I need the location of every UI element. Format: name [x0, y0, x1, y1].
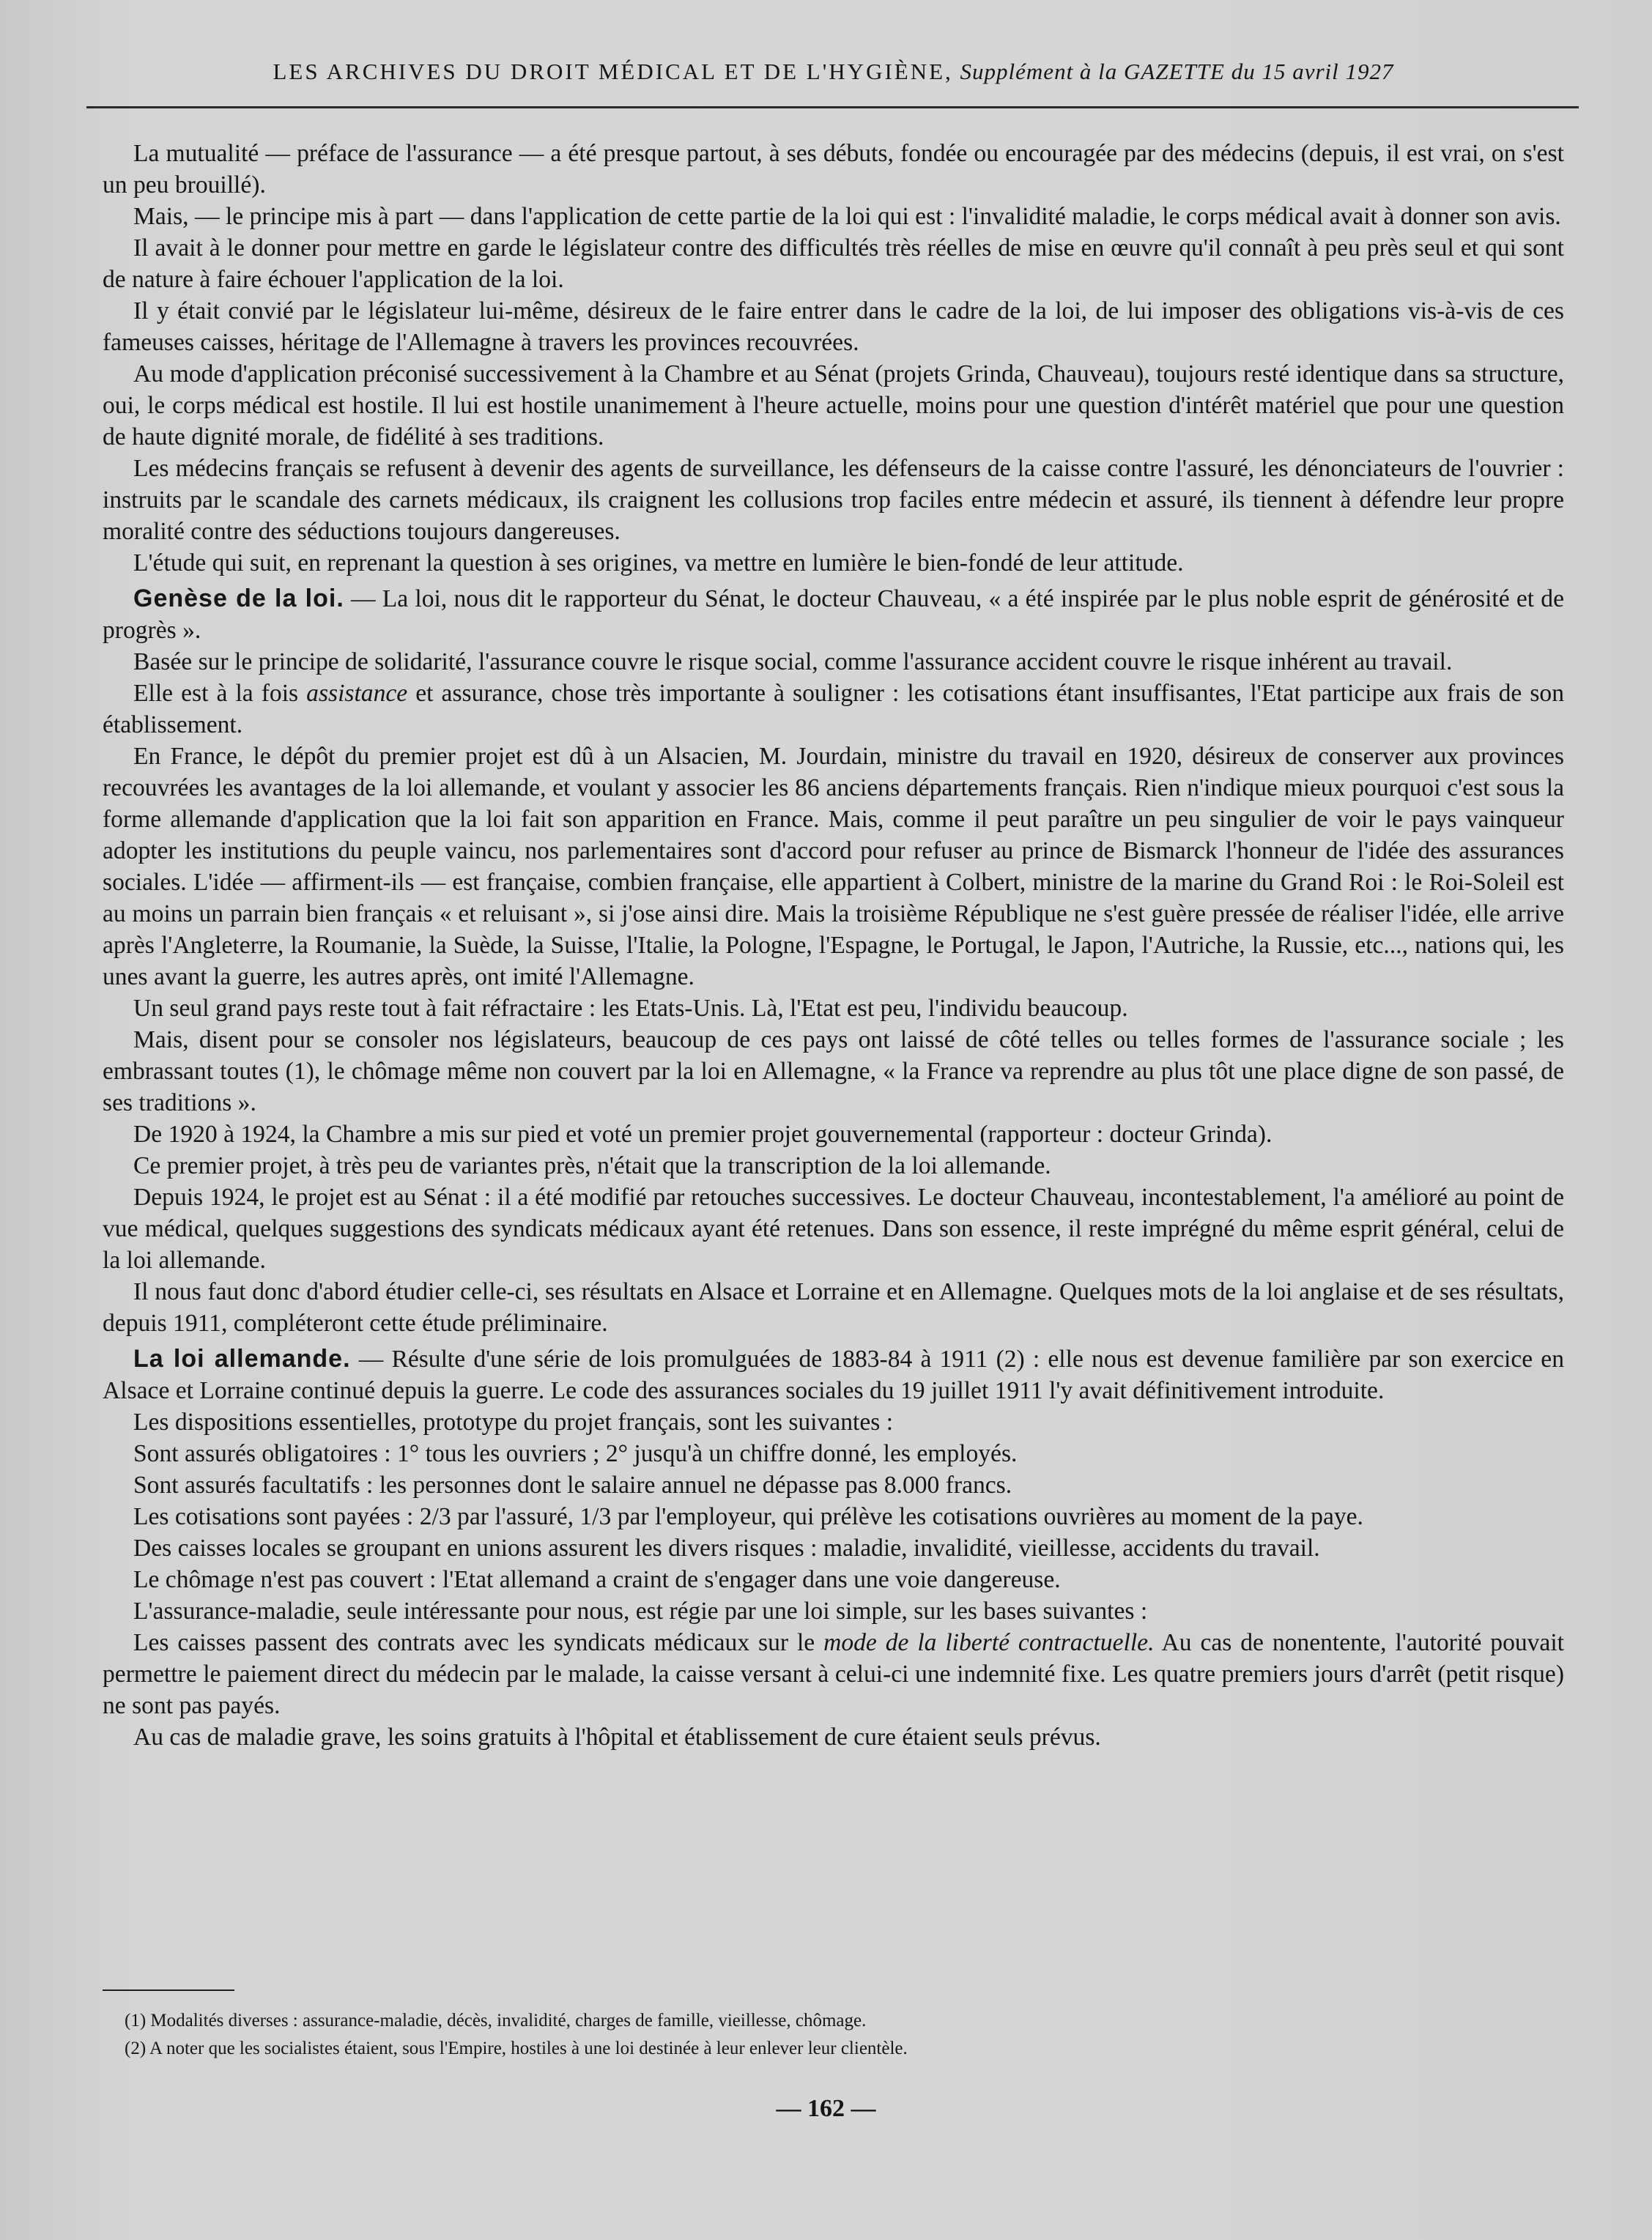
article-body: [103, 138, 1564, 1753]
paragraph: La mutualité — préface de l'assurance — a été presque partout, à ses débuts, fondée ou encouragée par des médecins (depuis, il est vrai, on s'est un peu brouillé).: [103, 140, 1564, 199]
paragraph: Depuis 1924, le projet est au Sénat : il a été modifié par retouches successives. Le docteur Chauveau, incontestablement, l'a amélioré au point de vue médical, quelques suggestions des syndicats médicaux ayant été retenues. Dans son essence, il reste imprégné du même esprit général, celui de la loi allemande.: [103, 1184, 1564, 1274]
section-heading-genese: Genèse de la loi.: [133, 585, 344, 612]
paragraph: Les dispositions essentielles, prototype du projet français, sont les suivantes :: [133, 1409, 894, 1436]
paragraph: Un seul grand pays reste tout à fait réfractaire : les Etats-Unis. Là, l'Etat est peu, l'individu beaucoup.: [133, 995, 1128, 1022]
paragraph: Des caisses locales se groupant en unions assurent les divers risques : maladie, invalidité, vieillesse, accidents du travail.: [133, 1535, 1320, 1562]
paragraph: Le chômage n'est pas couvert : l'Etat allemand a craint de s'engager dans une voie dangereuse.: [133, 1566, 1061, 1593]
paragraph: Sont assurés facultatifs : les personnes dont le salaire annuel ne dépasse pas 8.000 francs.: [133, 1472, 1012, 1499]
footnote: (2) A noter que les socialistes étaient, sous l'Empire, hostiles à une loi destinée à leur enlever leur clientèle.: [125, 2039, 908, 2058]
text-run: Elle est à la fois: [133, 680, 307, 707]
paragraph: Au cas de maladie grave, les soins gratuits à l'hôpital et établissement de cure étaient seuls prévus.: [133, 1724, 1101, 1751]
footnote: (1) Modalités diverses : assurance-maladie, décès, invalidité, charges de famille, vieillesse, chômage.: [125, 2011, 867, 2031]
footnotes: [103, 2007, 1564, 2063]
paragraph: Il nous faut donc d'abord étudier celle-ci, ses résultats en Alsace et Lorraine et en Allemagne. Quelques mots de la loi anglaise et de ses résultats, depuis 1911, compléteront cette étude préliminaire.: [103, 1278, 1564, 1337]
page-number: — 162 —: [776, 2095, 876, 2122]
journal-title: LES ARCHIVES DU DROIT MÉDICAL ET DE L'HYGIÈNE,: [273, 59, 953, 84]
paragraph: Ce premier projet, à très peu de variantes près, n'était que la transcription de la loi allemande.: [133, 1152, 1051, 1179]
section-lead-text: — Résulte d'une série de lois promulguées de 1883-84 à 1911 (2) : elle nous est devenue familière par son exercice en Alsace et Lorraine continué depuis la guerre. Le code des assurances sociales du 19 juillet 1911 l'y avait définitivement introduite.: [103, 1346, 1564, 1404]
paragraph: Sont assurés obligatoires : 1° tous les ouvriers ; 2° jusqu'à un chiffre donné, les employés.: [133, 1440, 1018, 1467]
paragraph: Basée sur le principe de solidarité, l'assurance couvre le risque social, comme l'assurance accident couvre le risque inhérent au travail.: [133, 648, 1453, 675]
emphasis-text: mode de la liberté contractuelle.: [823, 1629, 1155, 1656]
paragraph: [103, 1627, 1564, 1721]
paragraph: [103, 678, 1564, 741]
section-lead-text: — La loi, nous dit le rapporteur du Sénat, le docteur Chauveau, « a été inspirée par le plus noble esprit de générosité et de progrès ».: [103, 585, 1564, 644]
paragraph: Mais, disent pour se consoler nos législateurs, beaucoup de ces pays ont laissé de côté telles ou telles formes de l'assurance sociale ; les embrassant toutes (1), le chômage même non couvert par la loi en Allemagne, « la France va reprendre au plus tôt une place digne de son passé, de ses traditions ».: [103, 1026, 1564, 1116]
footnote-rule: [103, 1989, 234, 1991]
paragraph: De 1920 à 1924, la Chambre a mis sur pied et voté un premier projet gouvernemental (rapporteur : docteur Grinda).: [133, 1121, 1273, 1148]
text-run: et assurance, chose très importante à souligner : les cotisations étant insuffisantes, l'Etat participe aux frais de son établissement.: [103, 680, 1564, 738]
section-loi-allemande-lead: [103, 1343, 1564, 1406]
paragraph: En France, le dépôt du premier projet est dû à un Alsacien, M. Jourdain, ministre du travail en 1920, désireux de conserver aux provinces recouvrées les avantages de la loi allemande, et voulant y associer les 86 anciens départements français. Rien n'indique mieux pourquoi c'est sous la forme allemande d'application que la loi fait son apparition en France. Mais, comme il peut paraître un peu singulier de voir le pays vainqueur adopter les institutions du peuple vaincu, nos parlementaires sont d'accord pour refuser au prince de Bismarck l'honneur de l'idée des assurances sociales. L'idée — affirment-ils — est française, combien française, elle appartient à Colbert, ministre de la marine du Grand Roi : le Roi-Soleil est au moins un parrain bien français « et reluisant », si j'ose ainsi dire. Mais la troisième République ne s'est guère pressée de réaliser l'idée, elle arrive après l'Angleterre, la Roumanie, la Suède, la Suisse, l'Italie, la Pologne, l'Espagne, le Portugal, le Japon, l'Autriche, la Russie, etc..., nations qui, les unes avant la guerre, les autres après, ont imité l'Allemagne.: [103, 743, 1564, 990]
emphasis-text: assistance: [306, 680, 408, 707]
running-header: [94, 59, 1573, 85]
section-heading-loi-allemande: La loi allemande.: [133, 1345, 351, 1373]
paragraph: Au mode d'application préconisé successivement à la Chambre et au Sénat (projets Grinda, Chauveau), toujours resté identique dans sa structure, oui, le corps médical est hostile. Il lui est hostile unanimement à l'heure actuelle, moins pour une question d'intérêt matériel que pour une question de haute dignité morale, de fidélité à ses traditions.: [103, 360, 1564, 450]
paragraph: Les cotisations sont payées : 2/3 par l'assuré, 1/3 par l'employeur, qui prélève les cotisations ouvrières au moment de la paye.: [133, 1503, 1363, 1530]
paragraph: L'assurance-maladie, seule intéressante pour nous, est régie par une loi simple, sur les bases suivantes :: [133, 1598, 1148, 1625]
paragraph: Les médecins français se refusent à devenir des agents de surveillance, les défenseurs de la caisse contre l'assuré, les dénonciateurs de l'ouvrier : instruits par le scandale des carnets médicaux, ils craignent les collusions trop faciles entre médecin et assuré, ils tiennent à défendre leur propre moralité contre des séductions toujours dangereuses.: [103, 455, 1564, 545]
text-run: Les caisses passent des contrats avec les syndicats médicaux sur le: [133, 1629, 824, 1656]
text-run: Au cas de nonentente, l'autorité pouvait permettre le paiement direct du médecin par le malade, la caisse versant à celui-ci une indemnité fixe. Les quatre premiers jours d'arrêt (petit risque) ne sont pas payés.: [103, 1629, 1564, 1719]
paragraph: Il avait à le donner pour mettre en garde le législateur contre des difficultés très réelles de mise en œuvre qu'il connaît à peu près seul et qui sont de nature à faire échouer l'application de la loi.: [103, 234, 1564, 293]
paragraph: L'étude qui suit, en reprenant la question à ses origines, va mettre en lumière le bien-fondé de leur attitude.: [133, 549, 1184, 576]
supplement-title: Supplément à la GAZETTE du 15 avril 1927: [960, 59, 1394, 84]
section-genese-lead: [103, 583, 1564, 646]
paragraph: Il y était convié par le législateur lui-même, désireux de le faire entrer dans le cadre de la loi, de lui imposer des obligations vis-à-vis de ces fameuses caisses, héritage de l'Allemagne à travers les provinces recouvrées.: [103, 297, 1564, 356]
header-rule: [86, 106, 1579, 108]
paragraph: Mais, — le principe mis à part — dans l'application de cette partie de la loi qui est : l'invalidité maladie, le corps médical avait à donner son avis.: [133, 203, 1561, 230]
